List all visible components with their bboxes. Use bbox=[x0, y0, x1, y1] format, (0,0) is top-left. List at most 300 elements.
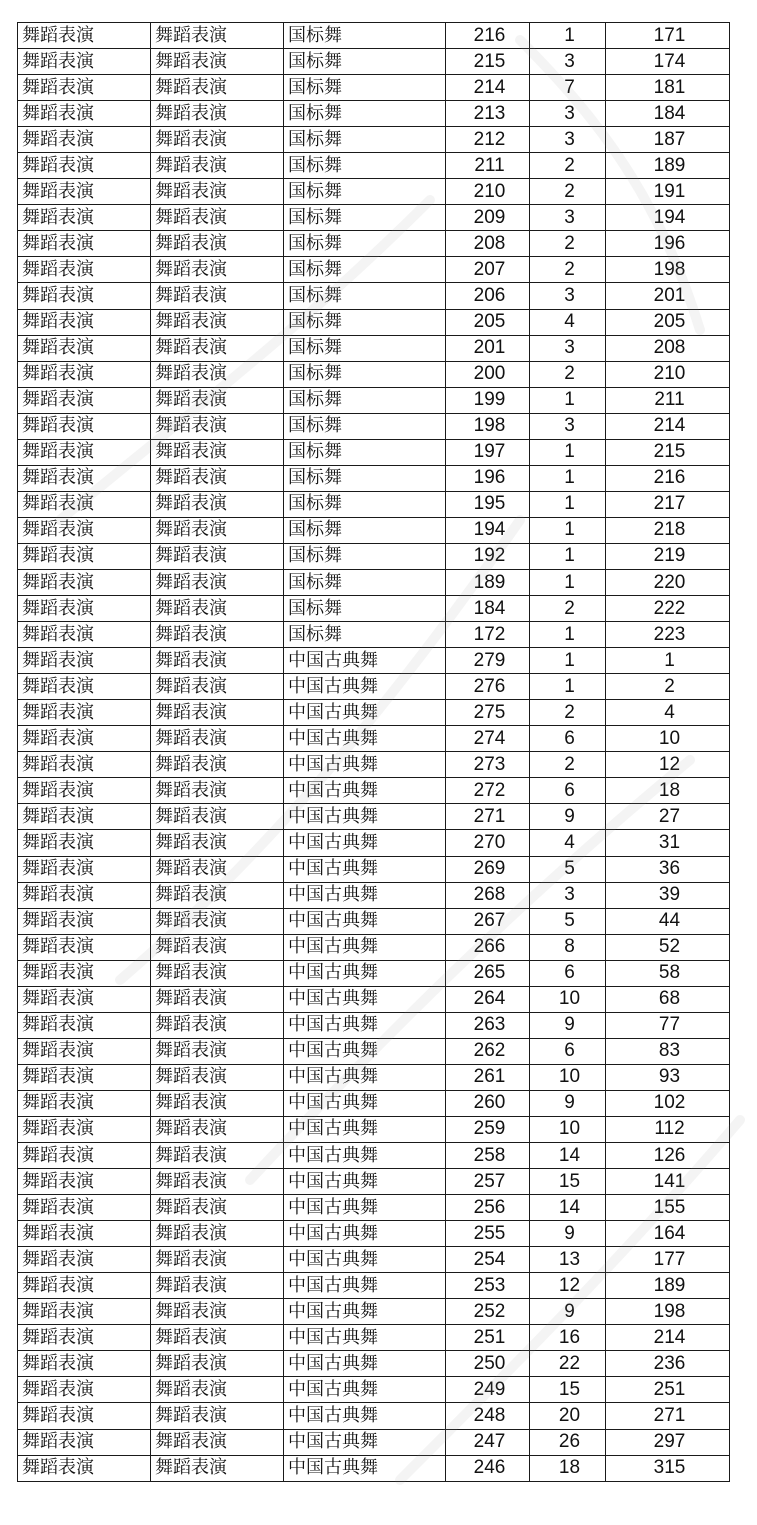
table-row bbox=[18, 257, 730, 283]
direction-cell: 国标舞 bbox=[284, 153, 446, 179]
cumulative-cell: 44 bbox=[606, 908, 730, 934]
major-cell: 舞蹈表演 bbox=[151, 439, 284, 465]
direction-cell: 国标舞 bbox=[284, 309, 446, 335]
cumulative-cell: 194 bbox=[606, 205, 730, 231]
category-cell: 舞蹈表演 bbox=[18, 309, 151, 335]
direction-cell: 国标舞 bbox=[284, 75, 446, 101]
direction-cell: 国标舞 bbox=[284, 596, 446, 622]
direction-cell: 中国古典舞 bbox=[284, 1299, 446, 1325]
table-row bbox=[18, 517, 730, 543]
category-cell: 舞蹈表演 bbox=[18, 569, 151, 595]
count-cell: 15 bbox=[530, 1169, 606, 1195]
cumulative-cell: 164 bbox=[606, 1221, 730, 1247]
cumulative-cell: 102 bbox=[606, 1090, 730, 1116]
direction-cell: 国标舞 bbox=[284, 101, 446, 127]
count-cell: 2 bbox=[530, 596, 606, 622]
score-cell: 271 bbox=[446, 804, 530, 830]
count-cell: 20 bbox=[530, 1403, 606, 1429]
score-cell: 274 bbox=[446, 726, 530, 752]
category-cell: 舞蹈表演 bbox=[18, 1090, 151, 1116]
major-cell: 舞蹈表演 bbox=[151, 1064, 284, 1090]
score-cell: 194 bbox=[446, 517, 530, 543]
major-cell: 舞蹈表演 bbox=[151, 543, 284, 569]
table-row bbox=[18, 75, 730, 101]
score-cell: 192 bbox=[446, 543, 530, 569]
major-cell: 舞蹈表演 bbox=[151, 23, 284, 49]
score-cell: 200 bbox=[446, 361, 530, 387]
cumulative-cell: 12 bbox=[606, 752, 730, 778]
major-cell: 舞蹈表演 bbox=[151, 75, 284, 101]
count-cell: 1 bbox=[530, 674, 606, 700]
category-cell: 舞蹈表演 bbox=[18, 283, 151, 309]
major-cell: 舞蹈表演 bbox=[151, 179, 284, 205]
score-cell: 201 bbox=[446, 335, 530, 361]
category-cell: 舞蹈表演 bbox=[18, 205, 151, 231]
category-cell: 舞蹈表演 bbox=[18, 127, 151, 153]
cumulative-cell: 181 bbox=[606, 75, 730, 101]
direction-cell: 中国古典舞 bbox=[284, 700, 446, 726]
cumulative-cell: 31 bbox=[606, 830, 730, 856]
cumulative-cell: 214 bbox=[606, 413, 730, 439]
cumulative-cell: 211 bbox=[606, 387, 730, 413]
count-cell: 10 bbox=[530, 986, 606, 1012]
table-row bbox=[18, 1195, 730, 1221]
count-cell: 14 bbox=[530, 1143, 606, 1169]
cumulative-cell: 208 bbox=[606, 335, 730, 361]
count-cell: 2 bbox=[530, 257, 606, 283]
direction-cell: 中国古典舞 bbox=[284, 1169, 446, 1195]
major-cell: 舞蹈表演 bbox=[151, 960, 284, 986]
count-cell: 10 bbox=[530, 1064, 606, 1090]
cumulative-cell: 210 bbox=[606, 361, 730, 387]
major-cell: 舞蹈表演 bbox=[151, 752, 284, 778]
score-cell: 266 bbox=[446, 934, 530, 960]
count-cell: 2 bbox=[530, 179, 606, 205]
category-cell: 舞蹈表演 bbox=[18, 387, 151, 413]
category-cell: 舞蹈表演 bbox=[18, 1143, 151, 1169]
table-row bbox=[18, 1273, 730, 1299]
table-row bbox=[18, 908, 730, 934]
direction-cell: 国标舞 bbox=[284, 491, 446, 517]
table-row bbox=[18, 1325, 730, 1351]
direction-cell: 中国古典舞 bbox=[284, 934, 446, 960]
major-cell: 舞蹈表演 bbox=[151, 361, 284, 387]
score-cell: 213 bbox=[446, 101, 530, 127]
category-cell: 舞蹈表演 bbox=[18, 413, 151, 439]
category-cell: 舞蹈表演 bbox=[18, 1273, 151, 1299]
major-cell: 舞蹈表演 bbox=[151, 596, 284, 622]
category-cell: 舞蹈表演 bbox=[18, 1299, 151, 1325]
direction-cell: 国标舞 bbox=[284, 361, 446, 387]
major-cell: 舞蹈表演 bbox=[151, 101, 284, 127]
table-row bbox=[18, 439, 730, 465]
score-cell: 259 bbox=[446, 1116, 530, 1142]
score-cell: 273 bbox=[446, 752, 530, 778]
category-cell: 舞蹈表演 bbox=[18, 517, 151, 543]
category-cell: 舞蹈表演 bbox=[18, 491, 151, 517]
table-row bbox=[18, 752, 730, 778]
direction-cell: 国标舞 bbox=[284, 517, 446, 543]
direction-cell: 中国古典舞 bbox=[284, 960, 446, 986]
count-cell: 2 bbox=[530, 752, 606, 778]
score-cell: 211 bbox=[446, 153, 530, 179]
direction-cell: 中国古典舞 bbox=[284, 648, 446, 674]
score-cell: 216 bbox=[446, 23, 530, 49]
table-row bbox=[18, 596, 730, 622]
category-cell: 舞蹈表演 bbox=[18, 1429, 151, 1455]
score-table bbox=[17, 22, 730, 1482]
score-cell: 270 bbox=[446, 830, 530, 856]
score-cell: 199 bbox=[446, 387, 530, 413]
category-cell: 舞蹈表演 bbox=[18, 1377, 151, 1403]
count-cell: 26 bbox=[530, 1429, 606, 1455]
category-cell: 舞蹈表演 bbox=[18, 700, 151, 726]
category-cell: 舞蹈表演 bbox=[18, 1038, 151, 1064]
category-cell: 舞蹈表演 bbox=[18, 1169, 151, 1195]
table-row bbox=[18, 283, 730, 309]
table-row bbox=[18, 1429, 730, 1455]
major-cell: 舞蹈表演 bbox=[151, 1377, 284, 1403]
count-cell: 8 bbox=[530, 934, 606, 960]
table-row bbox=[18, 1247, 730, 1273]
major-cell: 舞蹈表演 bbox=[151, 1169, 284, 1195]
table-row bbox=[18, 934, 730, 960]
cumulative-cell: 52 bbox=[606, 934, 730, 960]
major-cell: 舞蹈表演 bbox=[151, 1012, 284, 1038]
score-cell: 263 bbox=[446, 1012, 530, 1038]
cumulative-cell: 18 bbox=[606, 778, 730, 804]
cumulative-cell: 83 bbox=[606, 1038, 730, 1064]
cumulative-cell: 4 bbox=[606, 700, 730, 726]
category-cell: 舞蹈表演 bbox=[18, 934, 151, 960]
cumulative-cell: 198 bbox=[606, 1299, 730, 1325]
category-cell: 舞蹈表演 bbox=[18, 1195, 151, 1221]
major-cell: 舞蹈表演 bbox=[151, 1455, 284, 1481]
category-cell: 舞蹈表演 bbox=[18, 752, 151, 778]
count-cell: 3 bbox=[530, 882, 606, 908]
count-cell: 3 bbox=[530, 413, 606, 439]
cumulative-cell: 191 bbox=[606, 179, 730, 205]
count-cell: 9 bbox=[530, 1090, 606, 1116]
cumulative-cell: 251 bbox=[606, 1377, 730, 1403]
direction-cell: 中国古典舞 bbox=[284, 882, 446, 908]
cumulative-cell: 201 bbox=[606, 283, 730, 309]
direction-cell: 中国古典舞 bbox=[284, 752, 446, 778]
direction-cell: 中国古典舞 bbox=[284, 1038, 446, 1064]
cumulative-cell: 271 bbox=[606, 1403, 730, 1429]
table-row bbox=[18, 1455, 730, 1481]
score-cell: 255 bbox=[446, 1221, 530, 1247]
direction-cell: 国标舞 bbox=[284, 465, 446, 491]
count-cell: 1 bbox=[530, 648, 606, 674]
major-cell: 舞蹈表演 bbox=[151, 387, 284, 413]
table-row bbox=[18, 1169, 730, 1195]
direction-cell: 国标舞 bbox=[284, 413, 446, 439]
score-cell: 184 bbox=[446, 596, 530, 622]
score-cell: 261 bbox=[446, 1064, 530, 1090]
count-cell: 5 bbox=[530, 908, 606, 934]
category-cell: 舞蹈表演 bbox=[18, 1325, 151, 1351]
count-cell: 12 bbox=[530, 1273, 606, 1299]
score-cell: 272 bbox=[446, 778, 530, 804]
major-cell: 舞蹈表演 bbox=[151, 674, 284, 700]
score-cell: 214 bbox=[446, 75, 530, 101]
cumulative-cell: 222 bbox=[606, 596, 730, 622]
direction-cell: 中国古典舞 bbox=[284, 986, 446, 1012]
count-cell: 9 bbox=[530, 1299, 606, 1325]
major-cell: 舞蹈表演 bbox=[151, 856, 284, 882]
category-cell: 舞蹈表演 bbox=[18, 622, 151, 648]
major-cell: 舞蹈表演 bbox=[151, 648, 284, 674]
score-cell: 172 bbox=[446, 622, 530, 648]
table-row bbox=[18, 101, 730, 127]
major-cell: 舞蹈表演 bbox=[151, 1325, 284, 1351]
major-cell: 舞蹈表演 bbox=[151, 413, 284, 439]
count-cell: 6 bbox=[530, 778, 606, 804]
category-cell: 舞蹈表演 bbox=[18, 1403, 151, 1429]
direction-cell: 国标舞 bbox=[284, 387, 446, 413]
count-cell: 3 bbox=[530, 127, 606, 153]
score-cell: 257 bbox=[446, 1169, 530, 1195]
cumulative-cell: 36 bbox=[606, 856, 730, 882]
score-cell: 205 bbox=[446, 309, 530, 335]
table-body bbox=[18, 23, 730, 1482]
cumulative-cell: 2 bbox=[606, 674, 730, 700]
score-cell: 252 bbox=[446, 1299, 530, 1325]
score-cell: 267 bbox=[446, 908, 530, 934]
count-cell: 7 bbox=[530, 75, 606, 101]
major-cell: 舞蹈表演 bbox=[151, 1299, 284, 1325]
major-cell: 舞蹈表演 bbox=[151, 465, 284, 491]
table-row bbox=[18, 1143, 730, 1169]
cumulative-cell: 1 bbox=[606, 648, 730, 674]
table-row bbox=[18, 491, 730, 517]
cumulative-cell: 198 bbox=[606, 257, 730, 283]
table-row bbox=[18, 1116, 730, 1142]
category-cell: 舞蹈表演 bbox=[18, 804, 151, 830]
major-cell: 舞蹈表演 bbox=[151, 153, 284, 179]
count-cell: 2 bbox=[530, 153, 606, 179]
category-cell: 舞蹈表演 bbox=[18, 726, 151, 752]
major-cell: 舞蹈表演 bbox=[151, 517, 284, 543]
category-cell: 舞蹈表演 bbox=[18, 778, 151, 804]
major-cell: 舞蹈表演 bbox=[151, 700, 284, 726]
direction-cell: 国标舞 bbox=[284, 205, 446, 231]
direction-cell: 中国古典舞 bbox=[284, 1377, 446, 1403]
category-cell: 舞蹈表演 bbox=[18, 101, 151, 127]
count-cell: 22 bbox=[530, 1351, 606, 1377]
category-cell: 舞蹈表演 bbox=[18, 1064, 151, 1090]
cumulative-cell: 189 bbox=[606, 153, 730, 179]
table-row bbox=[18, 465, 730, 491]
category-cell: 舞蹈表演 bbox=[18, 1455, 151, 1481]
major-cell: 舞蹈表演 bbox=[151, 1038, 284, 1064]
score-cell: 265 bbox=[446, 960, 530, 986]
table-row bbox=[18, 231, 730, 257]
cumulative-cell: 220 bbox=[606, 569, 730, 595]
cumulative-cell: 223 bbox=[606, 622, 730, 648]
cumulative-cell: 155 bbox=[606, 1195, 730, 1221]
category-cell: 舞蹈表演 bbox=[18, 908, 151, 934]
direction-cell: 国标舞 bbox=[284, 231, 446, 257]
category-cell: 舞蹈表演 bbox=[18, 231, 151, 257]
major-cell: 舞蹈表演 bbox=[151, 882, 284, 908]
major-cell: 舞蹈表演 bbox=[151, 830, 284, 856]
cumulative-cell: 77 bbox=[606, 1012, 730, 1038]
cumulative-cell: 315 bbox=[606, 1455, 730, 1481]
score-cell: 268 bbox=[446, 882, 530, 908]
table-row bbox=[18, 1221, 730, 1247]
count-cell: 4 bbox=[530, 309, 606, 335]
cumulative-cell: 171 bbox=[606, 23, 730, 49]
category-cell: 舞蹈表演 bbox=[18, 153, 151, 179]
count-cell: 5 bbox=[530, 856, 606, 882]
direction-cell: 国标舞 bbox=[284, 257, 446, 283]
score-cell: 256 bbox=[446, 1195, 530, 1221]
cumulative-cell: 174 bbox=[606, 49, 730, 75]
cumulative-cell: 39 bbox=[606, 882, 730, 908]
score-cell: 248 bbox=[446, 1403, 530, 1429]
count-cell: 1 bbox=[530, 387, 606, 413]
count-cell: 2 bbox=[530, 361, 606, 387]
direction-cell: 国标舞 bbox=[284, 622, 446, 648]
direction-cell: 中国古典舞 bbox=[284, 1064, 446, 1090]
table-row bbox=[18, 856, 730, 882]
major-cell: 舞蹈表演 bbox=[151, 1429, 284, 1455]
score-cell: 258 bbox=[446, 1143, 530, 1169]
count-cell: 6 bbox=[530, 960, 606, 986]
direction-cell: 中国古典舞 bbox=[284, 804, 446, 830]
table-row bbox=[18, 726, 730, 752]
major-cell: 舞蹈表演 bbox=[151, 1247, 284, 1273]
cumulative-cell: 93 bbox=[606, 1064, 730, 1090]
table-row bbox=[18, 1090, 730, 1116]
direction-cell: 中国古典舞 bbox=[284, 778, 446, 804]
major-cell: 舞蹈表演 bbox=[151, 908, 284, 934]
count-cell: 18 bbox=[530, 1455, 606, 1481]
table-row bbox=[18, 179, 730, 205]
direction-cell: 国标舞 bbox=[284, 335, 446, 361]
direction-cell: 中国古典舞 bbox=[284, 830, 446, 856]
major-cell: 舞蹈表演 bbox=[151, 335, 284, 361]
cumulative-cell: 216 bbox=[606, 465, 730, 491]
count-cell: 6 bbox=[530, 726, 606, 752]
major-cell: 舞蹈表演 bbox=[151, 257, 284, 283]
table-row bbox=[18, 387, 730, 413]
count-cell: 16 bbox=[530, 1325, 606, 1351]
category-cell: 舞蹈表演 bbox=[18, 1247, 151, 1273]
table-row bbox=[18, 700, 730, 726]
cumulative-cell: 112 bbox=[606, 1116, 730, 1142]
cumulative-cell: 236 bbox=[606, 1351, 730, 1377]
count-cell: 1 bbox=[530, 23, 606, 49]
category-cell: 舞蹈表演 bbox=[18, 674, 151, 700]
category-cell: 舞蹈表演 bbox=[18, 543, 151, 569]
major-cell: 舞蹈表演 bbox=[151, 1351, 284, 1377]
cumulative-cell: 184 bbox=[606, 101, 730, 127]
major-cell: 舞蹈表演 bbox=[151, 1273, 284, 1299]
category-cell: 舞蹈表演 bbox=[18, 830, 151, 856]
score-cell: 197 bbox=[446, 439, 530, 465]
direction-cell: 中国古典舞 bbox=[284, 674, 446, 700]
table-row bbox=[18, 986, 730, 1012]
score-cell: 209 bbox=[446, 205, 530, 231]
count-cell: 1 bbox=[530, 543, 606, 569]
category-cell: 舞蹈表演 bbox=[18, 596, 151, 622]
direction-cell: 国标舞 bbox=[284, 127, 446, 153]
direction-cell: 国标舞 bbox=[284, 49, 446, 75]
cumulative-cell: 215 bbox=[606, 439, 730, 465]
table-row bbox=[18, 1064, 730, 1090]
direction-cell: 中国古典舞 bbox=[284, 1116, 446, 1142]
table-row bbox=[18, 1377, 730, 1403]
table-row bbox=[18, 674, 730, 700]
table-row bbox=[18, 23, 730, 49]
table-row bbox=[18, 804, 730, 830]
major-cell: 舞蹈表演 bbox=[151, 231, 284, 257]
score-cell: 260 bbox=[446, 1090, 530, 1116]
count-cell: 14 bbox=[530, 1195, 606, 1221]
category-cell: 舞蹈表演 bbox=[18, 439, 151, 465]
count-cell: 1 bbox=[530, 465, 606, 491]
category-cell: 舞蹈表演 bbox=[18, 1116, 151, 1142]
major-cell: 舞蹈表演 bbox=[151, 934, 284, 960]
table-row bbox=[18, 127, 730, 153]
table-row bbox=[18, 1299, 730, 1325]
direction-cell: 中国古典舞 bbox=[284, 1325, 446, 1351]
direction-cell: 中国古典舞 bbox=[284, 1090, 446, 1116]
score-cell: 250 bbox=[446, 1351, 530, 1377]
direction-cell: 中国古典舞 bbox=[284, 1403, 446, 1429]
cumulative-cell: 27 bbox=[606, 804, 730, 830]
direction-cell: 国标舞 bbox=[284, 179, 446, 205]
score-cell: 196 bbox=[446, 465, 530, 491]
category-cell: 舞蹈表演 bbox=[18, 23, 151, 49]
table-row bbox=[18, 361, 730, 387]
score-cell: 208 bbox=[446, 231, 530, 257]
table-row bbox=[18, 1351, 730, 1377]
major-cell: 舞蹈表演 bbox=[151, 283, 284, 309]
cumulative-cell: 217 bbox=[606, 491, 730, 517]
major-cell: 舞蹈表演 bbox=[151, 1143, 284, 1169]
category-cell: 舞蹈表演 bbox=[18, 1351, 151, 1377]
count-cell: 10 bbox=[530, 1116, 606, 1142]
cumulative-cell: 141 bbox=[606, 1169, 730, 1195]
cumulative-cell: 10 bbox=[606, 726, 730, 752]
score-cell: 207 bbox=[446, 257, 530, 283]
category-cell: 舞蹈表演 bbox=[18, 257, 151, 283]
score-cell: 254 bbox=[446, 1247, 530, 1273]
score-cell: 206 bbox=[446, 283, 530, 309]
category-cell: 舞蹈表演 bbox=[18, 335, 151, 361]
count-cell: 3 bbox=[530, 49, 606, 75]
category-cell: 舞蹈表演 bbox=[18, 75, 151, 101]
major-cell: 舞蹈表演 bbox=[151, 1116, 284, 1142]
score-table-sheet bbox=[17, 22, 729, 1482]
category-cell: 舞蹈表演 bbox=[18, 1221, 151, 1247]
cumulative-cell: 187 bbox=[606, 127, 730, 153]
table-row bbox=[18, 153, 730, 179]
count-cell: 1 bbox=[530, 622, 606, 648]
count-cell: 3 bbox=[530, 335, 606, 361]
cumulative-cell: 214 bbox=[606, 1325, 730, 1351]
count-cell: 2 bbox=[530, 231, 606, 257]
category-cell: 舞蹈表演 bbox=[18, 960, 151, 986]
cumulative-cell: 297 bbox=[606, 1429, 730, 1455]
count-cell: 3 bbox=[530, 101, 606, 127]
score-cell: 189 bbox=[446, 569, 530, 595]
major-cell: 舞蹈表演 bbox=[151, 1195, 284, 1221]
